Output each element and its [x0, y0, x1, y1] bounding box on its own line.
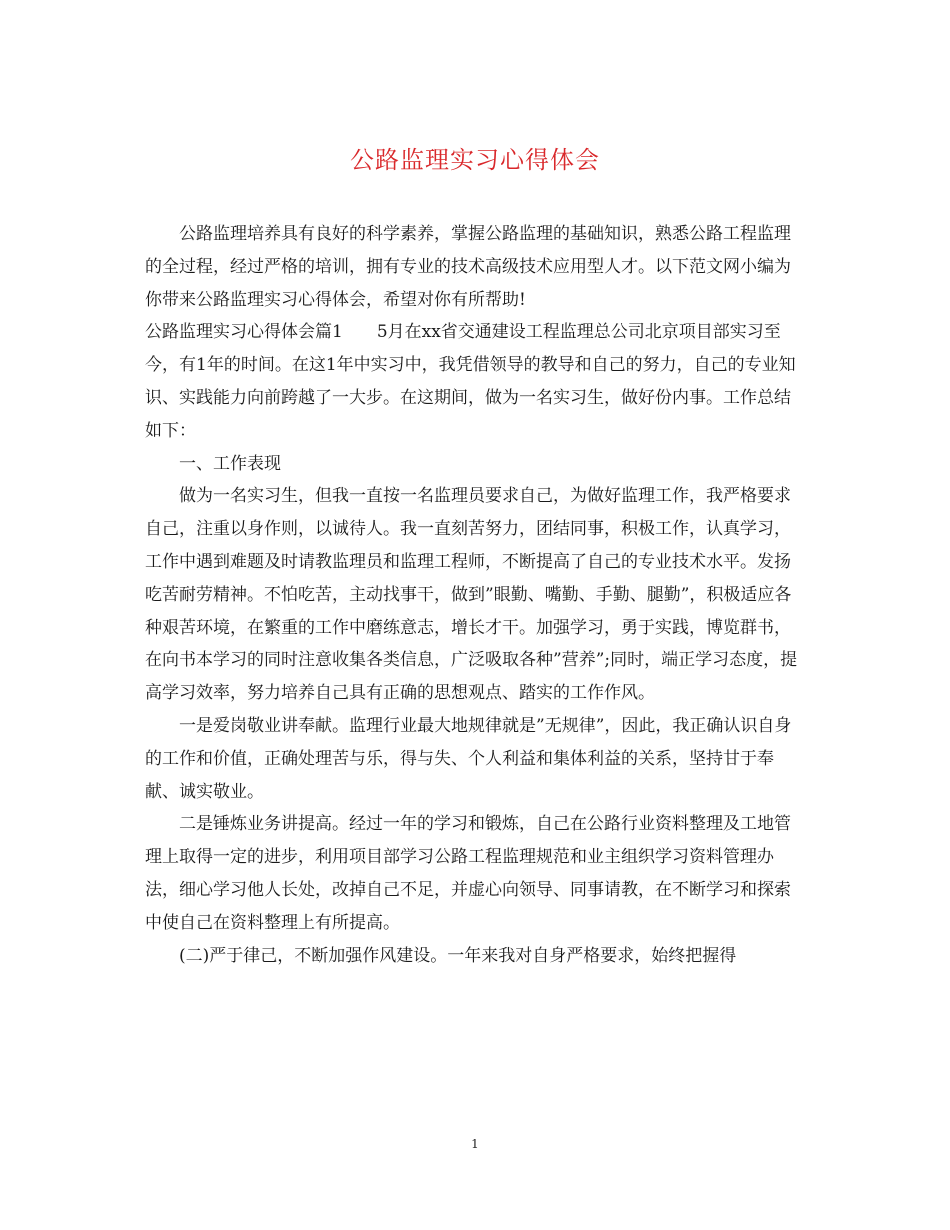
paragraph-work-performance: 做为一名实习生，但我一直按一名监理员要求自己，为做好监理工作，我严格要求自己，注重以身作则，以诚待人。我一直刻苦努力，团结同事，积极工作，认真学习，工作中遇到难题及时请教监理员和监理工程师，不断提高了自己的专业技术水平。发扬吃苦耐劳精神。不怕吃苦，主动找事干，做到”眼勤、嘴勤、手勤、腿勤”，积极适应各种艰苦环境，在繁重的工作中磨练意志，增长才干。加强学习，勇于实践，博览群书，在向书本学习的同时注意收集各类信息，广泛吸取各种”营养”;同时，端正学习态度，提高学习效率，努力培养自己具有正确的思想观点、踏实的工作作风。 [145, 486, 798, 704]
paragraph-article-start: 公路监理实习心得体会篇1 5月在xx省交通建设工程监理总公司北京项目部实习至今，有1年的时间。在这1年中实习中，我凭借领导的教导和自己的努力，自己的专业知识、实践能力向前跨越了一大步。在这期间，做为一名实习生，做好份内事。工作总结如下： [145, 322, 796, 441]
section-heading-work-performance: 一、工作表现 [179, 453, 281, 474]
document-title: 公路监理实习心得体会 [350, 146, 600, 174]
paragraph-dedication: 一是爱岗敬业讲奉献。监理行业最大地规律就是”无规律”，因此，我正确认识自身的工作和价值，正确处理苦与乐，得与失、个人利益和集体利益的关系，坚持甘于奉献、诚实敬业。 [145, 715, 792, 802]
paragraph-skill-improvement: 二是锤炼业务讲提高。经过一年的学习和锻炼，自己在公路行业资料整理及工地管理上取得一定的进步，利用项目部学习公路工程监理规范和业主组织学习资料管理办法，细心学习他人长处，改掉自己不足，并虚心向领导、同事请教，在不断学习和探索中使自己在资料整理上有所提高。 [145, 814, 791, 933]
paragraph-intro: 公路监理培养具有良好的科学素养，掌握公路监理的基础知识，熟悉公路工程监理的全过程，经过严格的培训，拥有专业的技术高级技术应用型人才。以下范文网小编为你带来公路监理实习心得体会，希望对你有所帮助! [145, 224, 791, 310]
paragraph-self-discipline: (二)严于律己，不断加强作风建设。一年来我对自身严格要求，始终把握得 [179, 945, 737, 966]
document-body [145, 218, 805, 972]
page-number: 1 [471, 1137, 479, 1151]
